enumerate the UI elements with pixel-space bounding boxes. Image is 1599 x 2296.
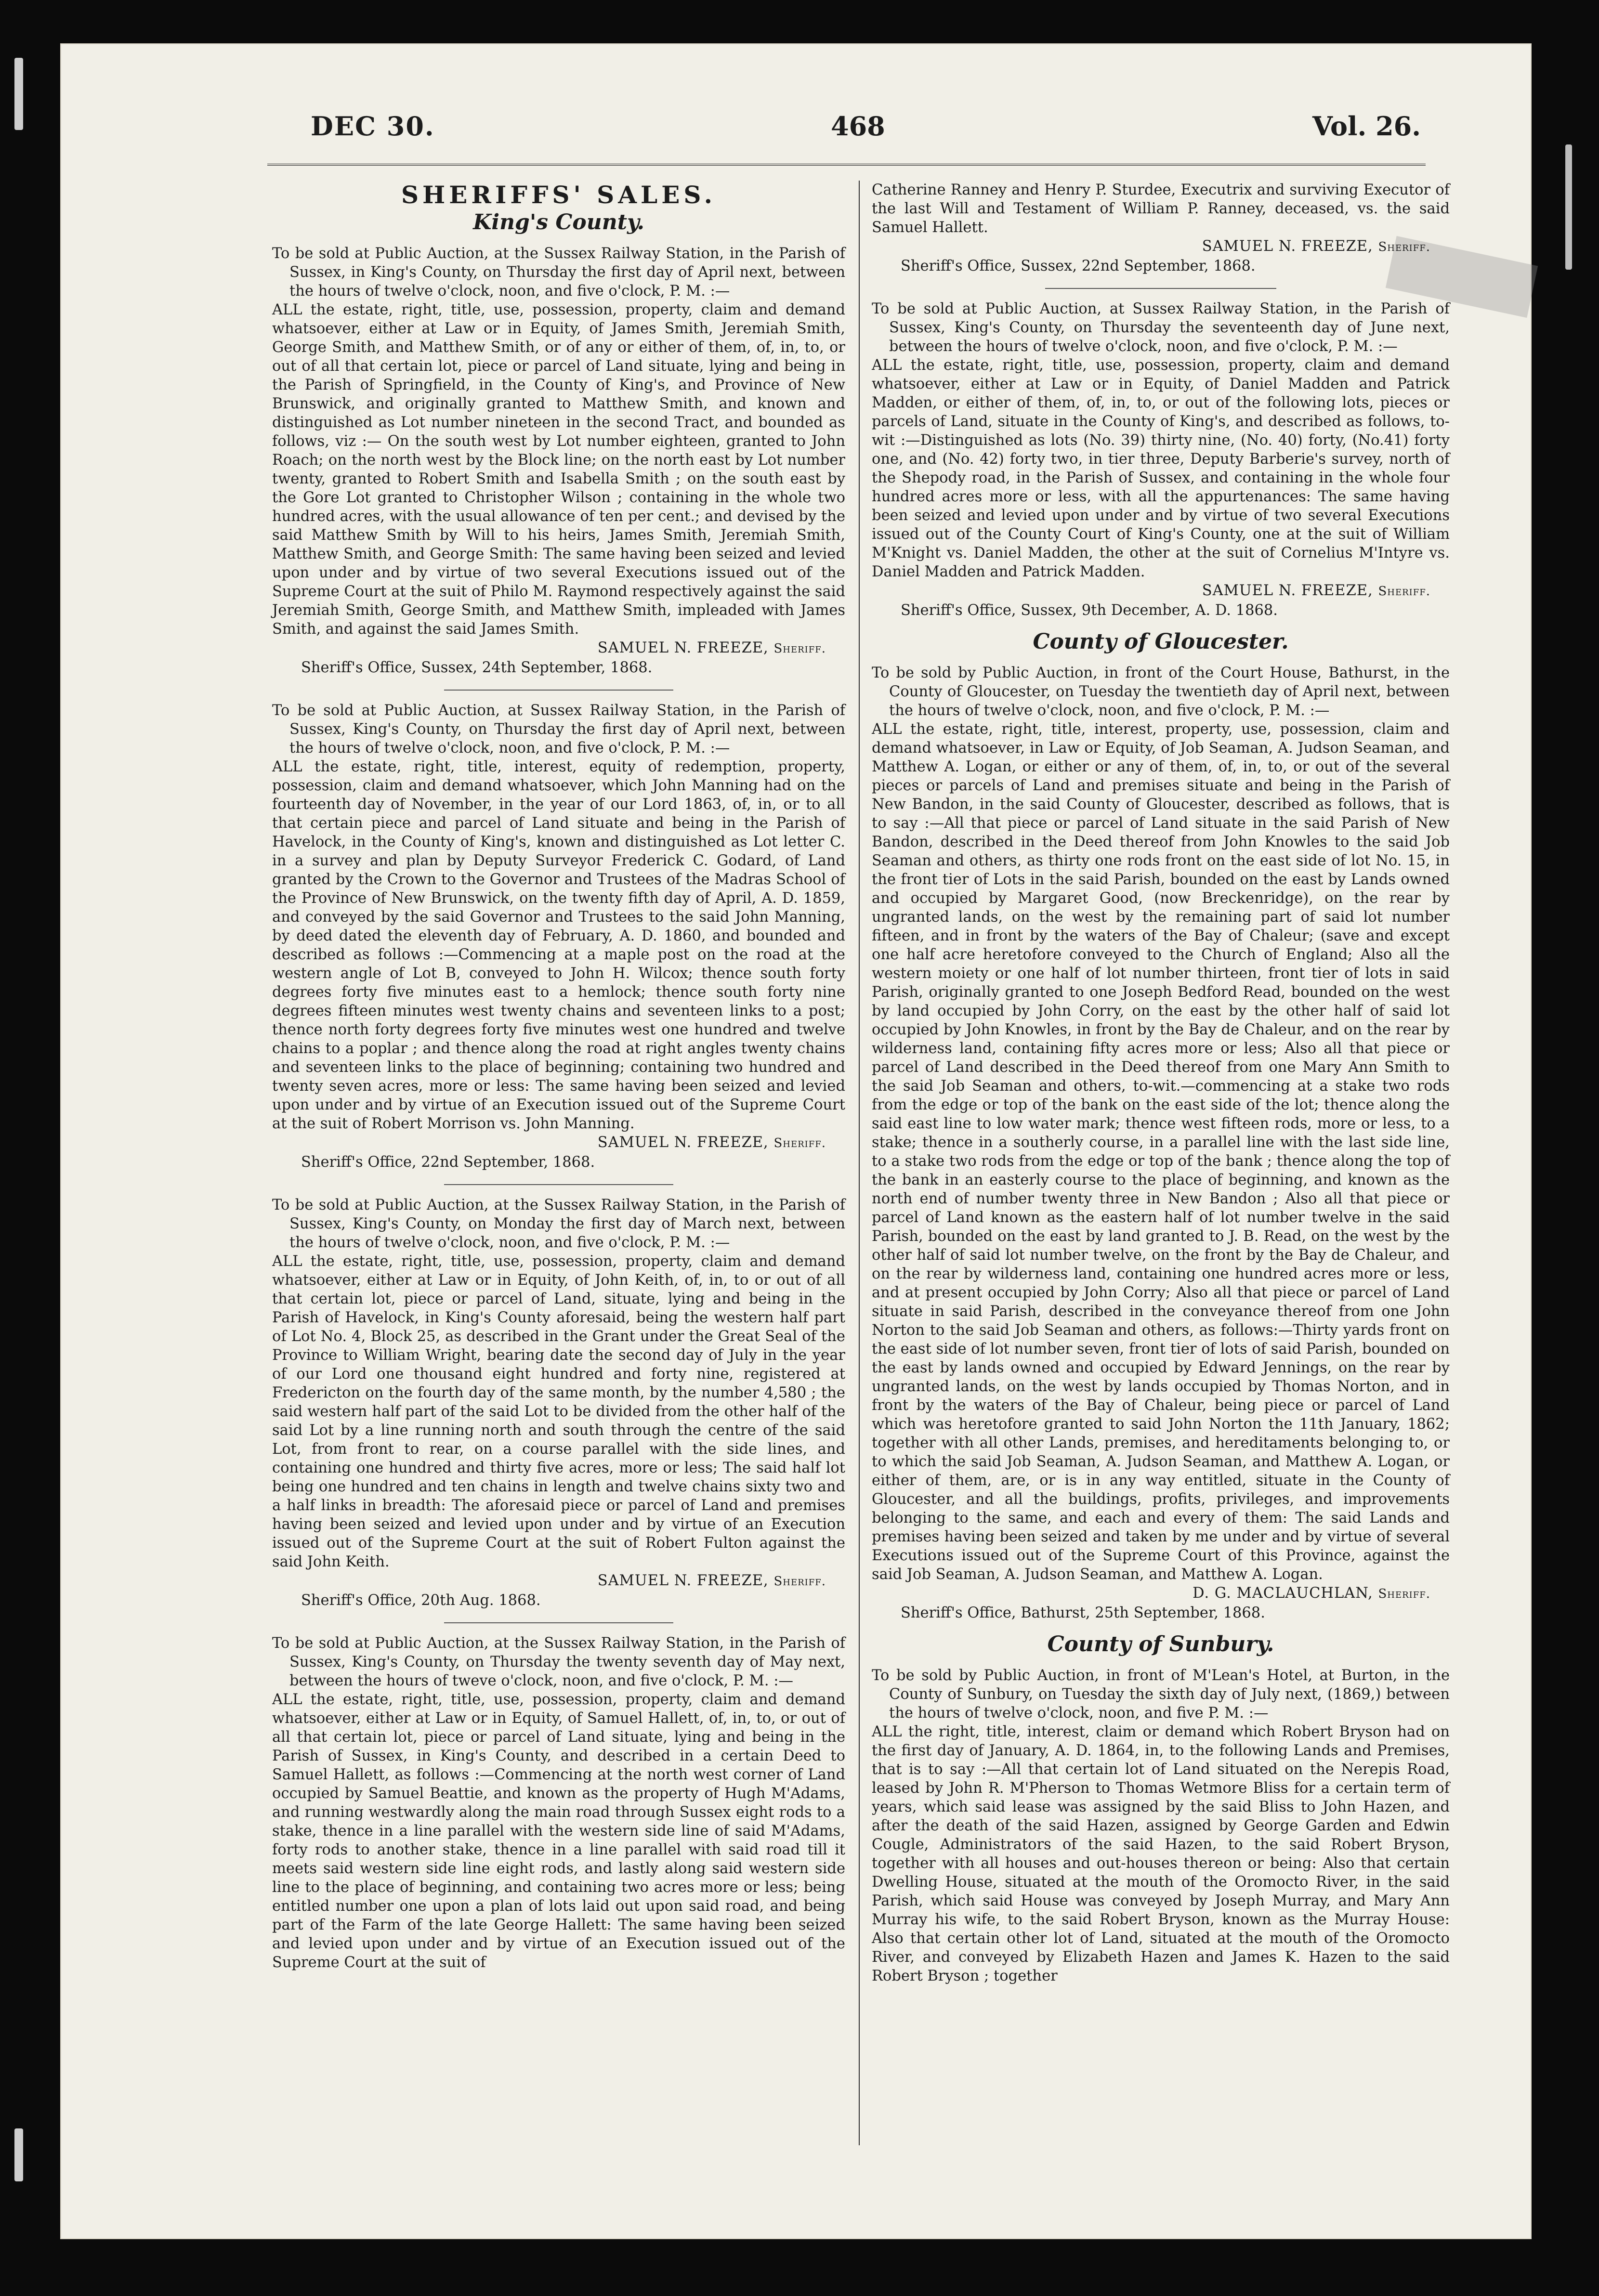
county-heading-sunbury: County of Sunbury.: [1047, 1632, 1274, 1657]
right-column: [872, 181, 1450, 1998]
scan-edge-mark: [14, 2128, 23, 2181]
sheriff-title: Sheriff.: [773, 641, 826, 656]
notice-body: ALL the estate, right, title, use, possession, property, claim and demand whatsoever, either at Law or in Equity, of James Smith, Jeremiah Smith, George Smith, and Matthew Smith, or of any or either of them, of, in, to, or out of all that certain lot, piece or parcel of Land situate, lying and being in the Parish of Springfield, in the County of King's, and Province of New Brunswick, and originally granted to Matthew Smith, and known and distinguished as Lot number nineteen in the second Tract, and bounded as follows, viz :— On the south west by Lot number eighteen, granted to John Roach; on the north west by the Block line; on the north east by Lot number twenty, granted to Robert Smith and Isabella Smith ; on the south east by the Gore Lot granted to Christopher Wilson ; containing in the whole two hundred acres, with the usual allowance of ten per cent.; and devised by the said Matthew Smith by Will to his heirs, James Smith, Jeremiah Smith, Matthew Smith, and George Smith: The same having been seized and levied upon under and by virtue of two several Executions issued out of the Supreme Court at the suit of Philo M. Raymond respectively against the said Jeremiah Smith, George Smith, and Matthew Smith, impleaded with James Smith, and against the said James Smith.: [272, 301, 845, 638]
sheriff-title: Sheriff.: [1378, 584, 1430, 599]
sheriff-name: D. G. MACLAUCHLAN,: [1193, 1585, 1373, 1602]
sheriff-office-date: Sheriff's Office, Sussex, 9th December, A. D. 1868.: [901, 602, 1278, 619]
notice-body: ALL the estate, right, title, use, possession, property, claim and demand whatsoever, either at Law or in Equity, of Samuel Hallett, of, in, to, or out of all that certain lot, piece or parcel of Land situate, lying and being in the Parish of Sussex, in King's County, and described in a certain Deed to Samuel Hallett, as follows :—Commencing at the north west corner of Land occupied by Samuel Beattie, and known as the property of Hugh M'Adams, and running westwardly along the main road through Sussex eight rods to a stake, thence in a line parallel with the western side line of said M'Adams, forty rods to another stake, thence in a line parallel with said road till it meets said western side line eight rods, and lastly along said western side line to the place of beginning, and containing two acres more or less; being entitled number one upon a plan of lots laid out upon said road, and being part of the Farm of the late George Hallett: The same having been seized and levied upon under and by virtue of an Execution issued out of the Supreme Court at the suit of: [272, 1691, 845, 1971]
notice-separator: [444, 1184, 673, 1185]
sheriff-signature: [272, 1571, 845, 1591]
sheriff-title: Sheriff.: [1378, 1587, 1430, 1601]
county-heading-kings: King's County.: [473, 210, 644, 235]
scan-edge-mark: [14, 58, 23, 130]
left-column: [272, 181, 845, 1984]
sheriff-office-date: Sheriff's Office, Sussex, 22nd September, 1868.: [901, 258, 1256, 274]
sale-notice: [872, 300, 1450, 620]
notice-separator: [1045, 288, 1276, 289]
notice-separator: [444, 690, 673, 691]
sale-notice: [872, 1666, 1450, 1985]
notice-body: ALL the estate, right, title, use, possession, property, claim and demand whatsoever, either at Law or in Equity, of John Keith, of, in, to or out of all that certain lot, piece or parcel of Land, situate, lying and being in the Parish of Havelock, in King's County aforesaid, being the western half part of Lot No. 4, Block 25, as described in the Grant under the Great Seal of the Province to William Wright, bearing date the second day of July in the year of our Lord one thousand eight hundred and forty nine, registered at Fredericton on the fourth day of the same month, by the number 4,580 ; the said western half part of the said Lot to be divided from the other half of the said Lot by a line running north and south through the centre of the said Lot, from front to rear, on a course parallel with the side lines, and containing one hundred and thirty five acres, more or less; The said half lot being one hundred and ten chains in length and twelve chains sixty two and a half links in breadth: The aforesaid piece or parcel of Land and premises having been seized and levied upon under and by virtue of an Execution issued out of the Supreme Court at the suit of Robert Fulton against the said John Keith.: [272, 1253, 845, 1570]
section-title: SHERIFFS' SALES.: [401, 181, 717, 209]
header-rule: [267, 164, 1426, 166]
sheriff-signature: [872, 237, 1450, 257]
notice-body: ALL the estate, right, title, interest, property, use, possession, claim and demand whatsoever, in Law or Equity, of Job Seaman, A. Judson Seaman, and Matthew A. Logan, or either or any of them, of, in, to, or out of the several pieces or parcels of Land and premises situate and being in the Parish of New Bandon, in the said County of Gloucester, described as follows, that is to say :—All that piece or parcel of Land situate in the said Parish of New Bandon, described in the Deed thereof from John Knowles to the said Job Seaman and others, as thirty one rods front on the east side of lot No. 15, in the front tier of Lots in the said Parish, bounded on the east by Lands owned and occupied by Margaret Good, (now Breckenridge), on the rear by ungranted lands, on the west by the remaining part of said lot number fifteen, and in front by the waters of the Bay of Chaleur; (save and except one half acre heretofore conveyed to the Church of England; Also all the western moiety or one half of lot number thirteen, front tier of lots in said Parish, originally granted to one Joseph Bedford Read, bounded on the west by land occupied by John Corry, on the east by the other half of said lot occupied by John Knowles, in front by the Bay de Chaleur, and on the rear by wilderness land, containing fifty acres more or less; Also all that piece or parcel of Land described in the Deed thereof from one Mary Ann Smith to the said Job Seaman and others, to-wit.—commencing at a stake two rods from the edge or top of the bank on the east side of the lot; thence along the said east line to low water mark; thence west fifteen rods, more or less, to a stake; thence in a southerly course, in a parallel line with the last side line, to a stake two rods from the edge or top of the bank ; thence along the top of the bank in an easterly course to the place of beginning, and known as the north end of number twenty three in New Bandon ; Also all that piece or parcel of Land known as the eastern half of lot number twelve in the said Parish, bounded on the east by land granted to J. B. Read, on the west by the other half of said lot number twelve, on the front by the Bay de Chaleur, and on the rear by wilderness land, containing one hundred acres more or less, and at present occupied by John Corry; Also all that piece or parcel of Land situate in said Parish, described in the conveyance thereof from one John Norton to the said Job Seaman and others, as follows:—Thirty yards front on the east side of lot number seven, front tier of lots of said Parish, bounded on the east by lands owned and occupied by Edward Jennings, on the rear by ungranted lands, on the west by lands occupied by Thomas Norton, and in front by the waters of the Bay of Chaleur, being piece or parcel of Land which was heretofore granted to said John Norton the 11th January, 1862; together with all other Lands, premises, and hereditaments belonging to, or to which the said Job Seaman, A. Judson Seaman, and Matthew A. Logan, or either of them, are, or is in any way entitled, situate in the County of Gloucester, and all the buildings, profits, privileges, and improvements belonging to the same, and each and every of them: The said Lands and premises having been seized and taken by me under and by virtue of several Executions issued out of the Supreme Court of this Province, against the said Job Seaman, A. Judson Seaman, and Matthew A. Logan.: [872, 721, 1450, 1583]
notice-intro: To be sold at Public Auction, at the Sussex Railway Station, in the Parish of Sussex, in King's County, on Thursday the first day of April next, between the hours of twelve o'clock, noon, and five o'clock, P. M. :—: [272, 245, 845, 300]
notice-intro: To be sold at Public Auction, at the Sussex Railway Station, in the Parish of Sussex, King's County, on Thursday the twenty seventh day of May next, between the hours of tweve o'clock, noon, and five o'clock, P. M. :—: [272, 1635, 845, 1689]
sheriff-title: Sheriff.: [1378, 240, 1430, 254]
sheriff-signature: [272, 1133, 845, 1153]
sheriff-signature: [872, 1584, 1450, 1604]
sheriff-office-date: Sheriff's Office, Sussex, 24th September, 1868.: [301, 659, 653, 676]
sale-notice: [272, 1634, 845, 1972]
sale-notice: [872, 664, 1450, 1622]
notice-continuation: Catherine Ranney and Henry P. Sturdee, Executrix and surviving Executor of the last Will and Testament of William P. Ranney, deceased, vs. the said Samuel Hallett.: [872, 182, 1450, 236]
sheriff-title: Sheriff.: [773, 1574, 826, 1589]
volume-number: Vol. 26.: [1312, 111, 1421, 142]
page-header: [60, 43, 1532, 169]
column-divider: [859, 181, 860, 2145]
notice-body: ALL the estate, right, title, interest, equity of redemption, property, possession, claim and demand whatsoever, which John Manning had on the fourteenth day of November, in the year of our Lord 1863, of, in, or to all that certain piece and parcel of Land situate and being in the Parish of Havelock, in the County of King's, known and distinguished as Lot letter C. in a survey and plan by Deputy Surveyor Frederick C. Godard, of Land granted by the Crown to the Governor and Trustees of the Madras School of the Province of New Brunswick, on the twenty fifth day of April, A. D. 1859, and conveyed by the said Governor and Trustees to the said John Manning, by deed dated the eleventh day of February, A. D. 1860, and bounded and described as follows :—Commencing at a maple post on the road at the western angle of Lot B, conveyed to John H. Wilcox; thence south forty degrees forty five minutes east to a hemlock; thence south forty nine degrees fifteen minutes west twenty chains and seventeen links to a post; thence north forty degrees forty five minutes west one hundred and twelve chains to a poplar ; and thence along the road at right angles twenty chains and seventeen links to the place of beginning; containing two hundred and twenty seven acres, more or less: The same having been seized and levied upon under and by virtue of an Execution issued out of the Supreme Court at the suit of Robert Morrison vs. John Manning.: [272, 758, 845, 1132]
sheriff-name: SAMUEL N. FREEZE,: [597, 1134, 769, 1151]
notice-intro: To be sold at Public Auction, at Sussex Railway Station, in the Parish of Sussex, King's County, on Thursday the seventeenth day of June next, between the hours of twelve o'clock, noon, and five o'clock, P. M. :—: [872, 300, 1450, 355]
sheriff-office-date: Sheriff's Office, Bathurst, 25th September, 1868.: [901, 1605, 1265, 1621]
newspaper-page: [60, 43, 1532, 2239]
sheriff-office-date: Sheriff's Office, 20th Aug. 1868.: [301, 1592, 541, 1609]
sheriff-title: Sheriff.: [773, 1136, 826, 1150]
sheriff-name: SAMUEL N. FREEZE,: [1202, 238, 1373, 255]
page-number: 468: [831, 111, 885, 142]
sale-notice: [272, 244, 845, 677]
issue-date: DEC 30.: [311, 111, 435, 142]
sale-notice: [272, 701, 845, 1172]
notice-intro: To be sold at Public Auction, at the Sussex Railway Station, in the Parish of Sussex, King's County, on Monday the first day of March next, between the hours of twelve o'clock, noon, and five o'clock, P. M. :—: [272, 1197, 845, 1251]
sheriff-office-date: Sheriff's Office, 22nd September, 1868.: [301, 1154, 595, 1171]
notice-separator: [444, 1622, 673, 1623]
sale-notice-continued: [872, 181, 1450, 275]
sheriff-name: SAMUEL N. FREEZE,: [597, 639, 769, 656]
sale-notice: [272, 1196, 845, 1610]
sheriff-name: SAMUEL N. FREEZE,: [1202, 582, 1373, 599]
sheriff-signature: [272, 639, 845, 658]
scan-edge-mark: [1565, 144, 1572, 270]
notice-intro: To be sold at Public Auction, at Sussex Railway Station, in the Parish of Sussex, King's County, on Thursday the first day of April next, between the hours of twelve o'clock, noon, and five o'clock, P. M. :—: [272, 702, 845, 757]
notice-body: ALL the estate, right, title, use, possession, property, claim and demand whatsoever, either at Law or in Equity, of Daniel Madden and Patrick Madden, or either of them, of, in, to, or out of the following lots, pieces or parcels of Land, situate in the County of King's, and described as follows, to-wit :—Distinguished as lots (No. 39) thirty nine, (No. 40) forty, (No.41) forty one, and (No. 42) forty two, in tier three, Deputy Barberie's survey, north of the Shepody road, in the Parish of Sussex, and containing in the whole four hundred acres more or less, with all the appurtenances: The same having been seized and levied upon under and by virtue of two several Executions issued out of the County Court of King's County, one at the suit of William M'Knight vs. Daniel Madden, the other at the suit of Cornelius M'Intyre vs. Daniel Madden and Patrick Madden.: [872, 357, 1450, 580]
county-heading-gloucester: County of Gloucester.: [1033, 629, 1289, 654]
notice-intro: To be sold by Public Auction, in front of M'Lean's Hotel, at Burton, in the County of Sunbury, on Tuesday the sixth day of July next, (1869,) between the hours of twelve o'clock, noon, and five P. M. :—: [872, 1667, 1450, 1722]
sheriff-name: SAMUEL N. FREEZE,: [597, 1572, 769, 1589]
sheriff-signature: [872, 581, 1450, 601]
notice-body: ALL the right, title, interest, claim or demand which Robert Bryson had on the first day of January, A. D. 1864, in, to the following Lands and Premises, that is to say :—All that certain lot of Land situated on the Nerepis Road, leased by John R. M'Pherson to Thomas Wetmore Bliss for a certain term of years, which said lease was assigned by the said Bliss to John Hazen, and after the death of the said Hazen, assigned by George Garden and Edwin Cougle, Administrators of the said Hazen, to the said Robert Bryson, together with all houses and out-houses thereon or being: Also that certain Dwelling House, situated at the mouth of the Oromocto River, in the said Parish, which said House was conveyed by Joseph Murray, and Mary Ann Murray his wife, to the said Robert Bryson, known as the Murray House: Also that certain other lot of Land, situated at the mouth of the Oromocto River, and conveyed by Elizabeth Hazen and James K. Hazen to the said Robert Bryson ; together: [872, 1723, 1450, 1984]
notice-intro: To be sold by Public Auction, in front of the Court House, Bathurst, in the County of Gloucester, on Tuesday the twentieth day of April next, between the hours of twelve o'clock, noon, and five o'clock, P. M. :—: [872, 665, 1450, 719]
